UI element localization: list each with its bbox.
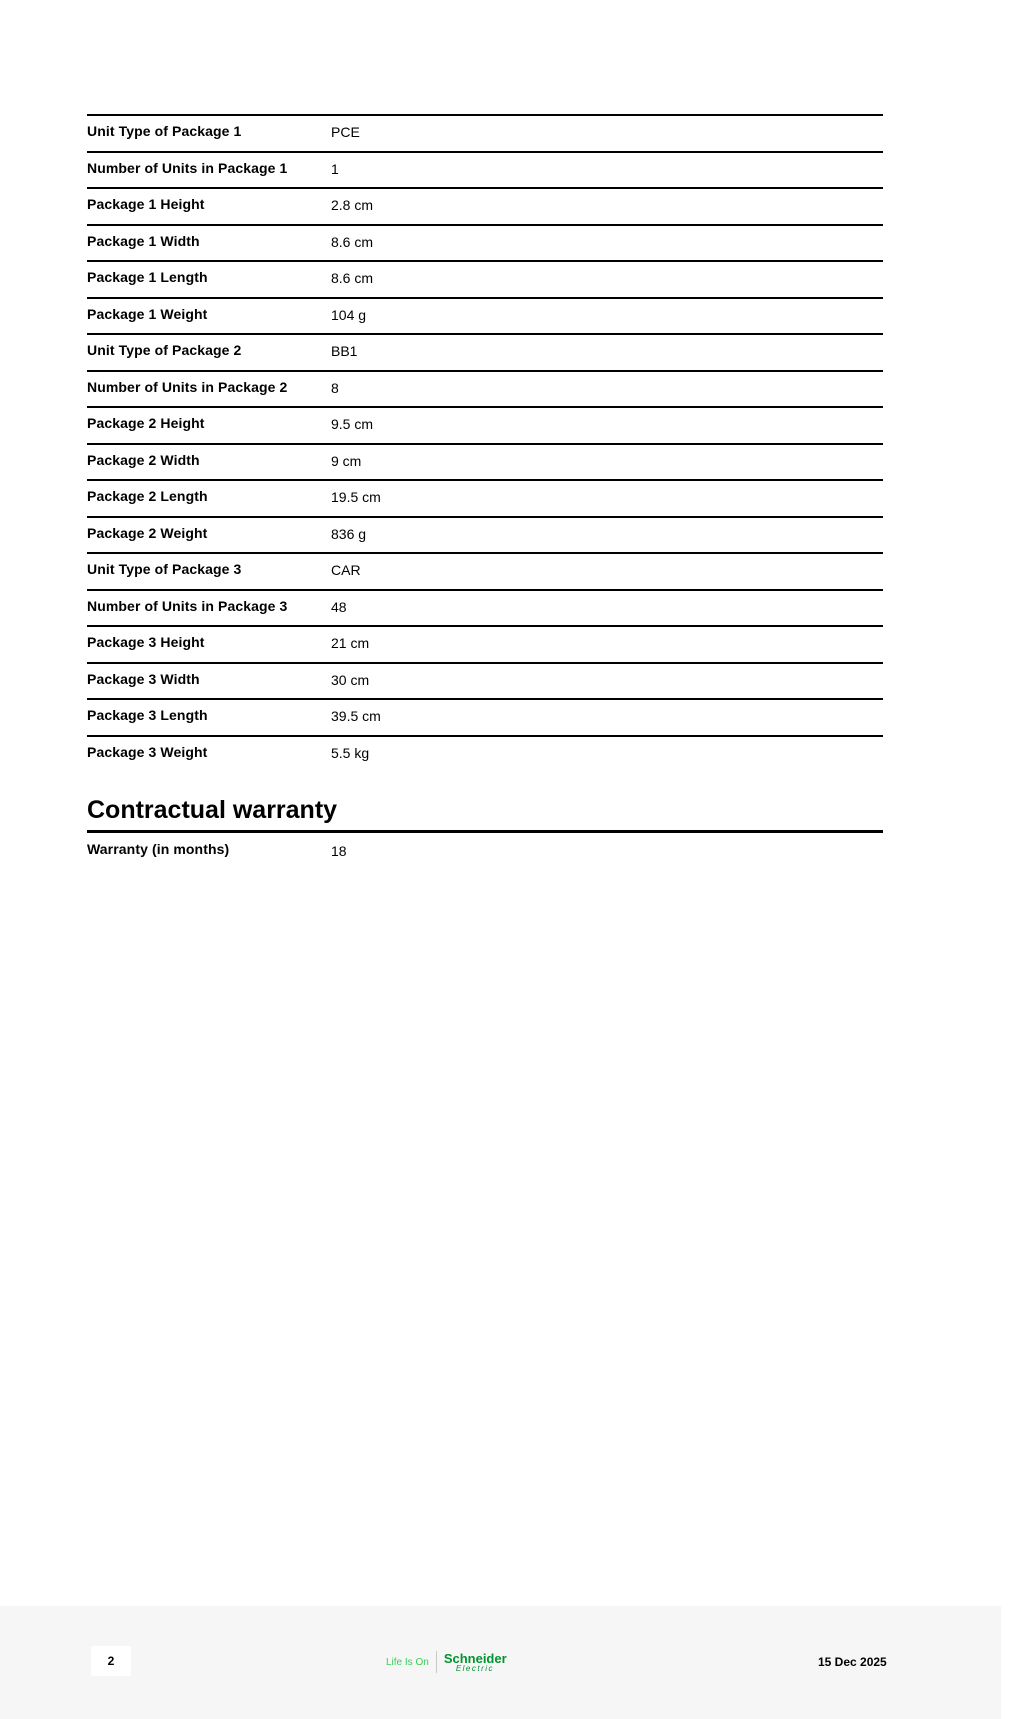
spec-label: Package 2 Weight — [87, 524, 208, 541]
packing-specifications-table — [87, 114, 883, 771]
spec-row — [87, 735, 883, 772]
warranty-label: Warranty (in months) — [87, 841, 230, 857]
spec-row — [87, 589, 883, 626]
page-edge — [1001, 0, 1024, 1719]
spec-value: 8.6 cm — [331, 270, 374, 286]
spec-row — [87, 552, 883, 589]
spec-label: Package 1 Height — [87, 196, 205, 212]
spec-row — [87, 187, 883, 224]
spec-value: 836 g — [331, 525, 367, 542]
spec-value: 8 — [331, 379, 339, 396]
spec-value: PCE — [331, 124, 360, 140]
spec-value: CAR — [331, 562, 361, 578]
spec-label: Package 3 Weight — [87, 743, 208, 760]
spec-label: Package 2 Height — [87, 415, 205, 431]
spec-row — [87, 260, 883, 297]
spec-label: Unit Type of Package 1 — [87, 123, 242, 139]
spec-label: Package 3 Height — [87, 634, 205, 650]
spec-label: Package 1 Length — [87, 269, 208, 285]
spec-row — [87, 370, 883, 407]
spec-label: Number of Units in Package 1 — [87, 159, 288, 176]
warranty-row — [87, 838, 883, 862]
spec-row — [87, 698, 883, 735]
spec-value: 19.5 cm — [331, 489, 381, 505]
brand-name: Schneider — [443, 1650, 507, 1666]
spec-row — [87, 479, 883, 516]
spec-label: Number of Units in Package 3 — [87, 597, 288, 614]
spec-row — [87, 516, 883, 553]
spec-value: 5.5 kg — [331, 744, 370, 761]
spec-value: 48 — [331, 598, 347, 615]
warranty-value: 18 — [331, 843, 347, 859]
life-is-on-tagline: Life Is On — [386, 1656, 429, 1668]
spec-label: Package 1 Weight — [87, 305, 208, 322]
spec-row — [87, 625, 883, 662]
spec-label: Package 3 Length — [87, 707, 208, 723]
section-title-contractual-warranty: Contractual warranty — [87, 796, 338, 824]
spec-value: 9 cm — [331, 452, 362, 469]
spec-row — [87, 224, 883, 261]
brand-subname: Electric — [455, 1663, 495, 1673]
spec-value: BB1 — [331, 343, 358, 359]
spec-value: 9.5 cm — [331, 416, 374, 432]
section-divider — [87, 830, 883, 833]
spec-row — [87, 406, 883, 443]
spec-value: 8.6 cm — [331, 233, 374, 250]
brand-wordmark — [444, 1652, 507, 1673]
spec-row — [87, 443, 883, 480]
spec-label: Package 2 Length — [87, 488, 208, 504]
logo-divider — [436, 1651, 437, 1673]
schneider-electric-logo — [386, 1648, 507, 1676]
spec-row — [87, 662, 883, 699]
spec-value: 2.8 cm — [331, 197, 374, 213]
spec-label: Number of Units in Package 2 — [87, 378, 288, 395]
spec-label: Package 2 Width — [87, 451, 200, 468]
document-date: 15 Dec 2025 — [818, 1655, 887, 1669]
spec-label: Package 3 Width — [87, 670, 200, 687]
spec-row — [87, 151, 883, 188]
spec-label: Unit Type of Package 3 — [87, 561, 242, 577]
spec-row — [87, 297, 883, 334]
spec-value: 21 cm — [331, 635, 370, 651]
spec-label: Package 1 Width — [87, 232, 200, 249]
page-footer — [0, 1606, 1001, 1719]
page-number: 2 — [91, 1646, 131, 1676]
spec-row — [87, 114, 883, 151]
spec-label: Unit Type of Package 2 — [87, 342, 242, 358]
spec-value: 104 g — [331, 306, 367, 323]
spec-row — [87, 333, 883, 370]
spec-value: 30 cm — [331, 671, 370, 688]
spec-value: 1 — [331, 160, 339, 177]
spec-value: 39.5 cm — [331, 708, 381, 724]
